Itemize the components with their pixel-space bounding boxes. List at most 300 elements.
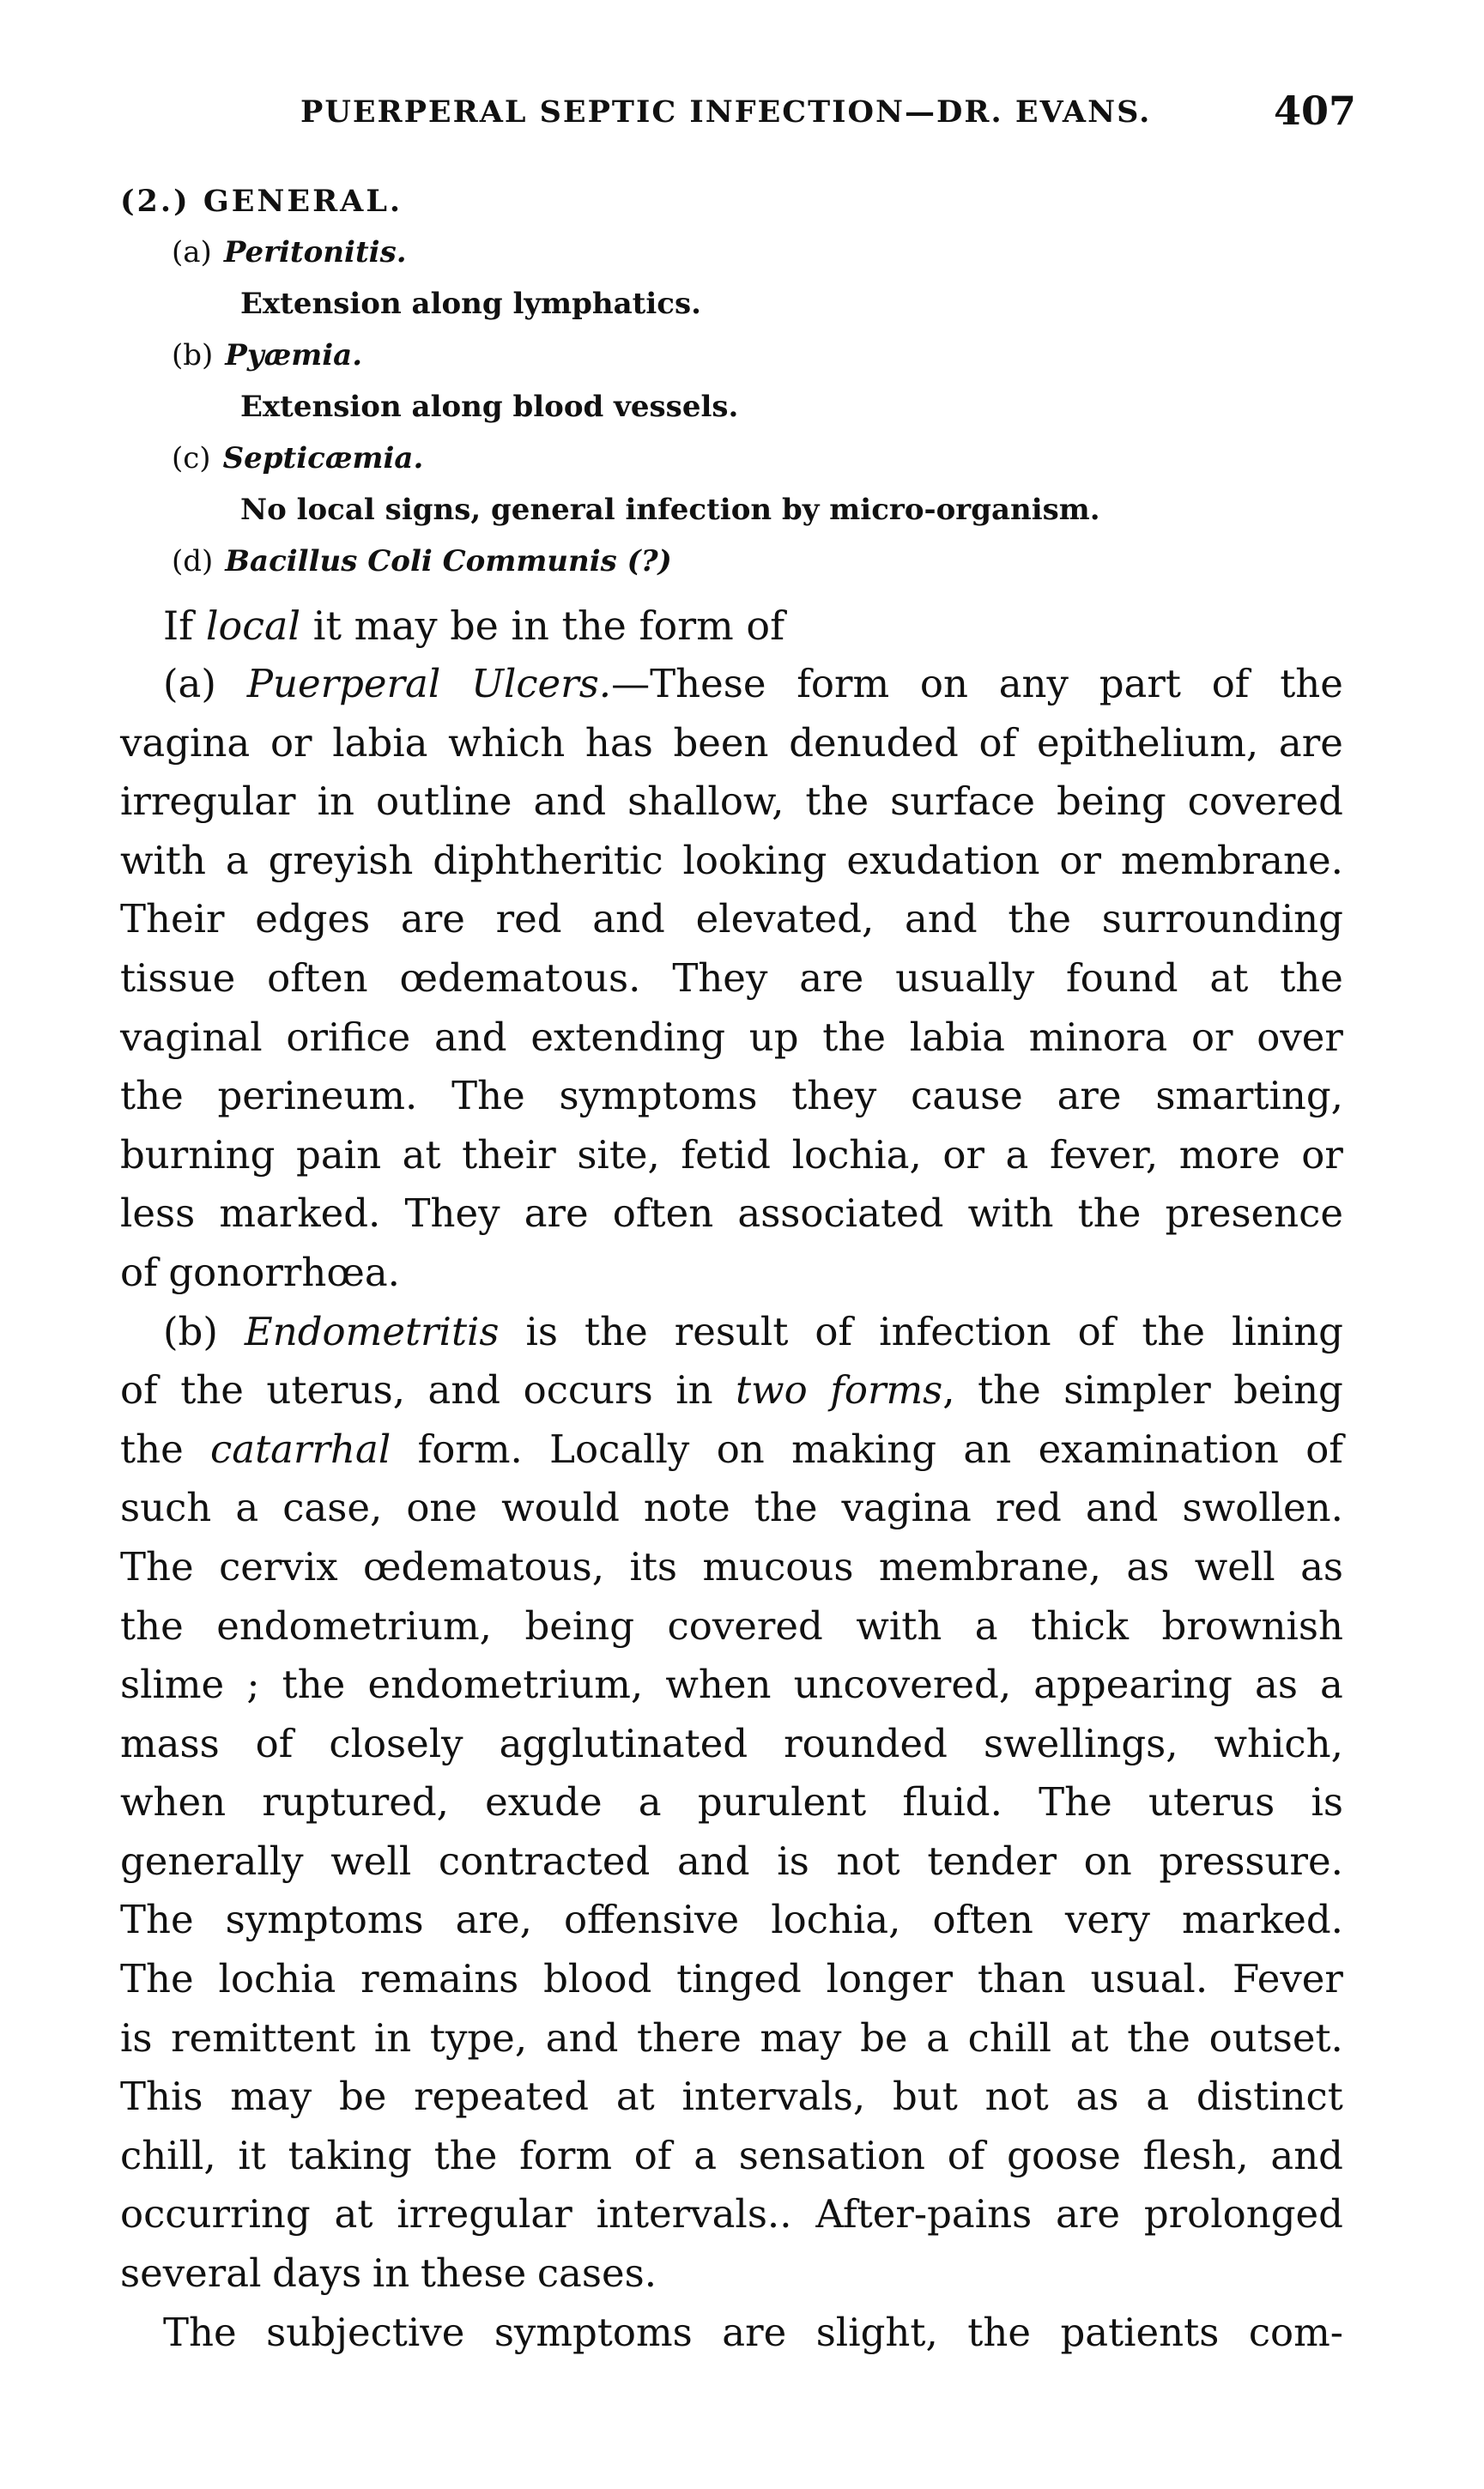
body-text [120,597,1343,2362]
word: at [615,2074,655,2120]
word: flesh, [1142,2132,1249,2178]
word: a [225,837,249,883]
word: and [533,778,607,825]
word: blood [543,1956,652,2002]
word: and [1085,1485,1159,1531]
outline-item-bacillus-coli [172,536,1356,586]
word: catarrhal [210,1426,391,1472]
word: the [805,778,869,825]
word: Endometritis [244,1308,500,1354]
word: agglutinated [499,1720,748,1766]
word: subjective [266,2309,465,2355]
word: After-pains [815,2191,1033,2238]
word: symptoms [559,1073,758,1119]
word: presence [1165,1190,1343,1237]
text-line [120,1067,1343,1126]
word: when [665,1662,772,1708]
text-line [120,890,1343,949]
text-line [120,2304,1343,2363]
word: more [1178,1131,1281,1178]
word: vaginal [120,1014,263,1060]
word: or [1190,1014,1233,1060]
word: appearing [1033,1662,1233,1708]
item-description: Extension along lymphatics. [240,287,701,321]
word: This [120,2074,203,2120]
text-line [120,1950,1343,2009]
word: prolonged [1143,2191,1343,2238]
word: a [1320,1662,1343,1708]
word: has [585,719,653,766]
word: its [629,1543,678,1590]
word: the [1280,661,1343,706]
word: swollen. [1182,1485,1343,1531]
word: ruptured, [262,1779,449,1826]
text-line [120,1715,1343,1774]
word: at [334,2191,373,2238]
word: œdematous, [363,1543,605,1590]
word: pain [296,1131,382,1178]
word: labia [909,1014,1005,1060]
word: with [120,837,206,883]
word: shallow, [627,778,784,825]
word: of [1077,1308,1116,1354]
word: one [406,1485,478,1531]
word: uterus [1148,1779,1275,1826]
word: be [338,2074,387,2120]
text-line [120,2127,1343,2186]
word: the [585,1308,648,1354]
text-line [120,772,1343,832]
word: contracted [438,1838,651,1884]
text-line [120,2244,1343,2304]
word: covered [667,1602,823,1649]
word: sensation [738,2132,925,2178]
word: which, [1214,1720,1343,1766]
word: burning [120,1131,276,1178]
text-line [120,832,1343,891]
word: in [373,2014,412,2061]
word: marked. [219,1190,381,1237]
word: œdematous. [399,954,641,1001]
word: the [978,1367,1041,1414]
text-line [120,1008,1343,1068]
text-line [120,1773,1343,1832]
word: in [372,2250,410,2297]
word: as [1300,1543,1343,1590]
word: looking [682,837,827,883]
text-line [120,655,1343,714]
word: of [978,719,1017,766]
word: and [433,1014,507,1060]
word: their [462,1131,556,1178]
text-line [120,1244,1343,1303]
text-line [120,1832,1343,1892]
word: site, [577,1131,660,1178]
word: epithelium, [1036,719,1259,766]
word: perineum. [217,1073,418,1119]
word: The [120,1956,194,2002]
word: a [974,1602,998,1649]
word: as [1126,1543,1170,1590]
word: repeated [414,2074,590,2120]
word: are [524,1190,589,1237]
word: Puerperal [246,661,441,706]
word: The [120,1897,194,1943]
word: of [1305,1426,1343,1472]
item-name: Peritonitis. [223,235,407,269]
word: endometrium, [367,1662,644,1708]
word: forms, [830,1367,955,1414]
word: are [799,954,864,1001]
word: lochia, [791,1131,922,1178]
word: chill [967,2014,1052,2061]
word: or [1301,1131,1343,1178]
word: mucous [702,1543,854,1590]
word: cervix [219,1543,338,1590]
word: taking [288,2132,412,2178]
word: it [238,2132,266,2178]
word: result [674,1308,789,1354]
word: are [400,896,465,942]
word: longer [826,1956,954,2002]
word: the [1280,954,1343,1001]
word: cases. [536,2250,657,2297]
word: and [905,896,978,942]
word: or [1059,837,1102,883]
word: a [235,1485,259,1531]
word: com- [1248,2309,1343,2355]
word: surrounding [1101,896,1343,942]
item-marker: (a) [172,235,212,269]
word: marked. [1181,1897,1343,1943]
word: lochia [218,1956,336,2002]
word: usually [895,954,1035,1001]
word: found [1066,954,1178,1001]
word: Their [120,896,225,942]
word: vagina [120,719,251,766]
text-line [120,1597,1343,1656]
word: symptoms [225,1897,424,1943]
item-marker: (b) [172,338,214,372]
word: remains [360,1956,519,2002]
item-name: Pyæmia. [225,338,363,372]
word: closely [329,1720,463,1766]
word: labia [332,719,428,766]
word: patients [1060,2309,1220,2355]
word: with [967,1190,1054,1237]
word: mass [120,1720,220,1766]
word: fever, [1049,1131,1159,1178]
word: often [932,1897,1033,1943]
running-head: PUERPERAL SEPTIC INFECTION—DR. EVANS. [300,94,1152,130]
word: be [860,2014,908,2061]
word: remittent [171,2014,356,2061]
word: occurs [523,1367,653,1414]
word: elevated, [695,896,875,942]
word: being [1057,778,1166,825]
intro-pre: If [163,603,206,649]
outline-item-septicaemia [172,433,1356,483]
word: membrane, [878,1543,1101,1590]
word: vagina [841,1485,972,1531]
word: intervals, [681,2074,866,2120]
word: red [495,896,562,942]
word: such [120,1485,212,1531]
word: are, [455,1897,532,1943]
word: case, [282,1485,383,1531]
word: and [1270,2132,1343,2178]
text-line [120,2185,1343,2244]
word: surface [890,778,1036,825]
word: fluid. [902,1779,1002,1826]
word: often [612,1190,714,1237]
word: simpler [1063,1367,1211,1414]
word: up [748,1014,799,1060]
word: a [638,1779,662,1826]
word: these [420,2250,527,2297]
section-heading: (2.) GENERAL. [120,184,403,219]
word: of [1211,661,1250,706]
text-line [120,1479,1343,1538]
word: been [673,719,769,766]
text-line [120,714,1343,773]
word: are [722,2309,787,2355]
word: pressure. [1159,1838,1343,1884]
word: type, [429,2014,528,2061]
word: less [120,1190,196,1237]
word: The [120,1543,194,1590]
word: several [120,2250,262,2297]
intro-line [120,597,1343,655]
word: uterus, [266,1367,406,1414]
word: examination [1038,1426,1279,1472]
word: or [270,719,312,766]
text-line [120,1361,1343,1420]
word: intervals.. [596,2191,792,2238]
item-description: No local signs, general infection by micro-organism. [240,493,1100,527]
word: any [998,661,1069,706]
word: on [919,661,968,706]
word: gonorrhœa. [168,1249,400,1295]
word: the [1142,1308,1206,1354]
word: a [1005,1131,1029,1178]
word: lochia, [771,1897,901,1943]
word: an [963,1426,1012,1472]
word: Fever [1232,1956,1343,2002]
text-line [120,1656,1343,1715]
word: or [942,1131,984,1178]
word: the [120,1073,184,1119]
word: form. [417,1426,523,1472]
word: with [856,1602,942,1649]
word: goose [1007,2132,1121,2178]
general-outline [120,176,1356,586]
word: over [1257,1014,1343,1060]
word: The [163,2309,237,2355]
word: smarting, [1155,1073,1343,1119]
word: chill, [120,2132,216,2178]
word: usual. [1090,1956,1208,2002]
word: the [822,1014,886,1060]
word: Ulcers.—These [471,661,766,706]
word: of [947,2132,985,2178]
word: extending [530,1014,726,1060]
word: a [694,2132,718,2178]
text-line [120,1538,1343,1597]
item-name: Septicæmia. [222,441,424,475]
word: the [1127,2014,1190,2061]
word: two [736,1367,808,1414]
word: exude [485,1779,603,1826]
word: generally [120,1838,304,1884]
word: when [120,1779,227,1826]
word: They [672,954,768,1001]
word: purulent [697,1779,867,1826]
text-line [120,2009,1343,2068]
word: the [282,1662,346,1708]
word: irregular [397,2191,572,2238]
word: not [984,2074,1049,2120]
text-line [120,949,1343,1008]
outline-item-pyaemia [172,330,1356,380]
word: days [272,2250,362,2297]
word: well [330,1838,412,1884]
word: in [317,778,354,825]
word: slight, [815,2309,938,2355]
word: form [519,2132,613,2178]
word: The [1039,1779,1112,1826]
word: symptoms [494,2309,693,2355]
word: the [967,2309,1031,2355]
word: red [995,1485,1062,1531]
page-header [120,86,1356,137]
outline-item-peritonitis [172,227,1356,277]
word: associated [737,1190,944,1237]
word: would [501,1485,620,1531]
word: the [754,1485,818,1531]
word: cause [911,1073,1023,1119]
word: the [1008,896,1072,942]
word: uncovered, [793,1662,1012,1708]
word: greyish [268,837,414,883]
word: are [1278,719,1343,766]
word: and [677,1838,750,1884]
word: as [1075,2074,1119,2120]
word: ; [246,1662,260,1708]
word: infection [879,1308,1051,1354]
word: outline [375,778,512,825]
word: irregular [120,778,296,825]
word: are [1057,1073,1122,1119]
word: often [267,954,368,1001]
item-name: Bacillus Coli Communis (?) [225,544,672,578]
word: they [791,1073,877,1119]
word: of [633,2132,672,2178]
word: Locally [549,1426,690,1472]
word: but [892,2074,958,2120]
word: which [448,719,566,766]
word: and [545,2014,619,2061]
word: well [1194,1543,1275,1590]
text-line [120,1420,1343,1480]
word: on [1083,1838,1132,1884]
word: orifice [286,1014,411,1060]
text-line [120,1891,1343,1950]
word: of [120,1249,158,1295]
word: note [643,1485,730,1531]
word: may [760,2014,842,2061]
word: minora [1028,1014,1168,1060]
word: being [524,1602,635,1649]
word: is [1311,1779,1343,1826]
word: denuded [789,719,959,766]
word: covered [1187,778,1343,825]
word: thick [1031,1602,1130,1649]
word: than [977,1956,1066,2002]
word: offensive [563,1897,740,1943]
word: slime [120,1662,225,1708]
word: membrane. [1120,837,1343,883]
word: the [120,1602,184,1649]
word: exudation [846,837,1040,883]
word: part [1099,661,1181,706]
text-line [120,1303,1343,1362]
word: swellings, [983,1720,1178,1766]
word: on [716,1426,765,1472]
word: the [180,1367,244,1414]
word: of [815,1308,853,1354]
word: lining [1232,1308,1343,1354]
word: and [427,1367,501,1414]
word: at [402,1131,441,1178]
paragraph-lines [120,655,1343,2362]
word: (a) [163,661,216,706]
word: tinged [676,1956,802,2002]
word: at [1069,2014,1109,2061]
word: making [791,1426,937,1472]
word: of [120,1367,158,1414]
word: of [255,1720,294,1766]
word: in [675,1367,713,1414]
word: at [1209,954,1249,1001]
word: being [1233,1367,1343,1414]
word: outset. [1208,2014,1343,2061]
word: diphtheritic [433,837,663,883]
word: a [926,2014,949,2061]
word: brownish [1161,1602,1343,1649]
word: is [525,1308,559,1354]
word: not [836,1838,900,1884]
item-marker: (d) [172,544,214,578]
word: edges [255,896,371,942]
text-line [120,1126,1343,1185]
word: They [404,1190,500,1237]
word: The [451,1073,525,1119]
word: is [777,1838,809,1884]
word: tender [927,1838,1057,1884]
text-line [120,1184,1343,1244]
word: a [1146,2074,1170,2120]
item-description: Extension along blood vessels. [240,390,739,424]
page-number: 407 [1273,88,1356,134]
word: very [1064,1897,1150,1943]
intro-post: it may be in the form of [300,603,785,649]
word: are [1056,2191,1121,2238]
word: tissue [120,954,236,1001]
text-line [120,2068,1343,2127]
word: fetid [681,1131,771,1178]
word: endometrium, [216,1602,492,1649]
